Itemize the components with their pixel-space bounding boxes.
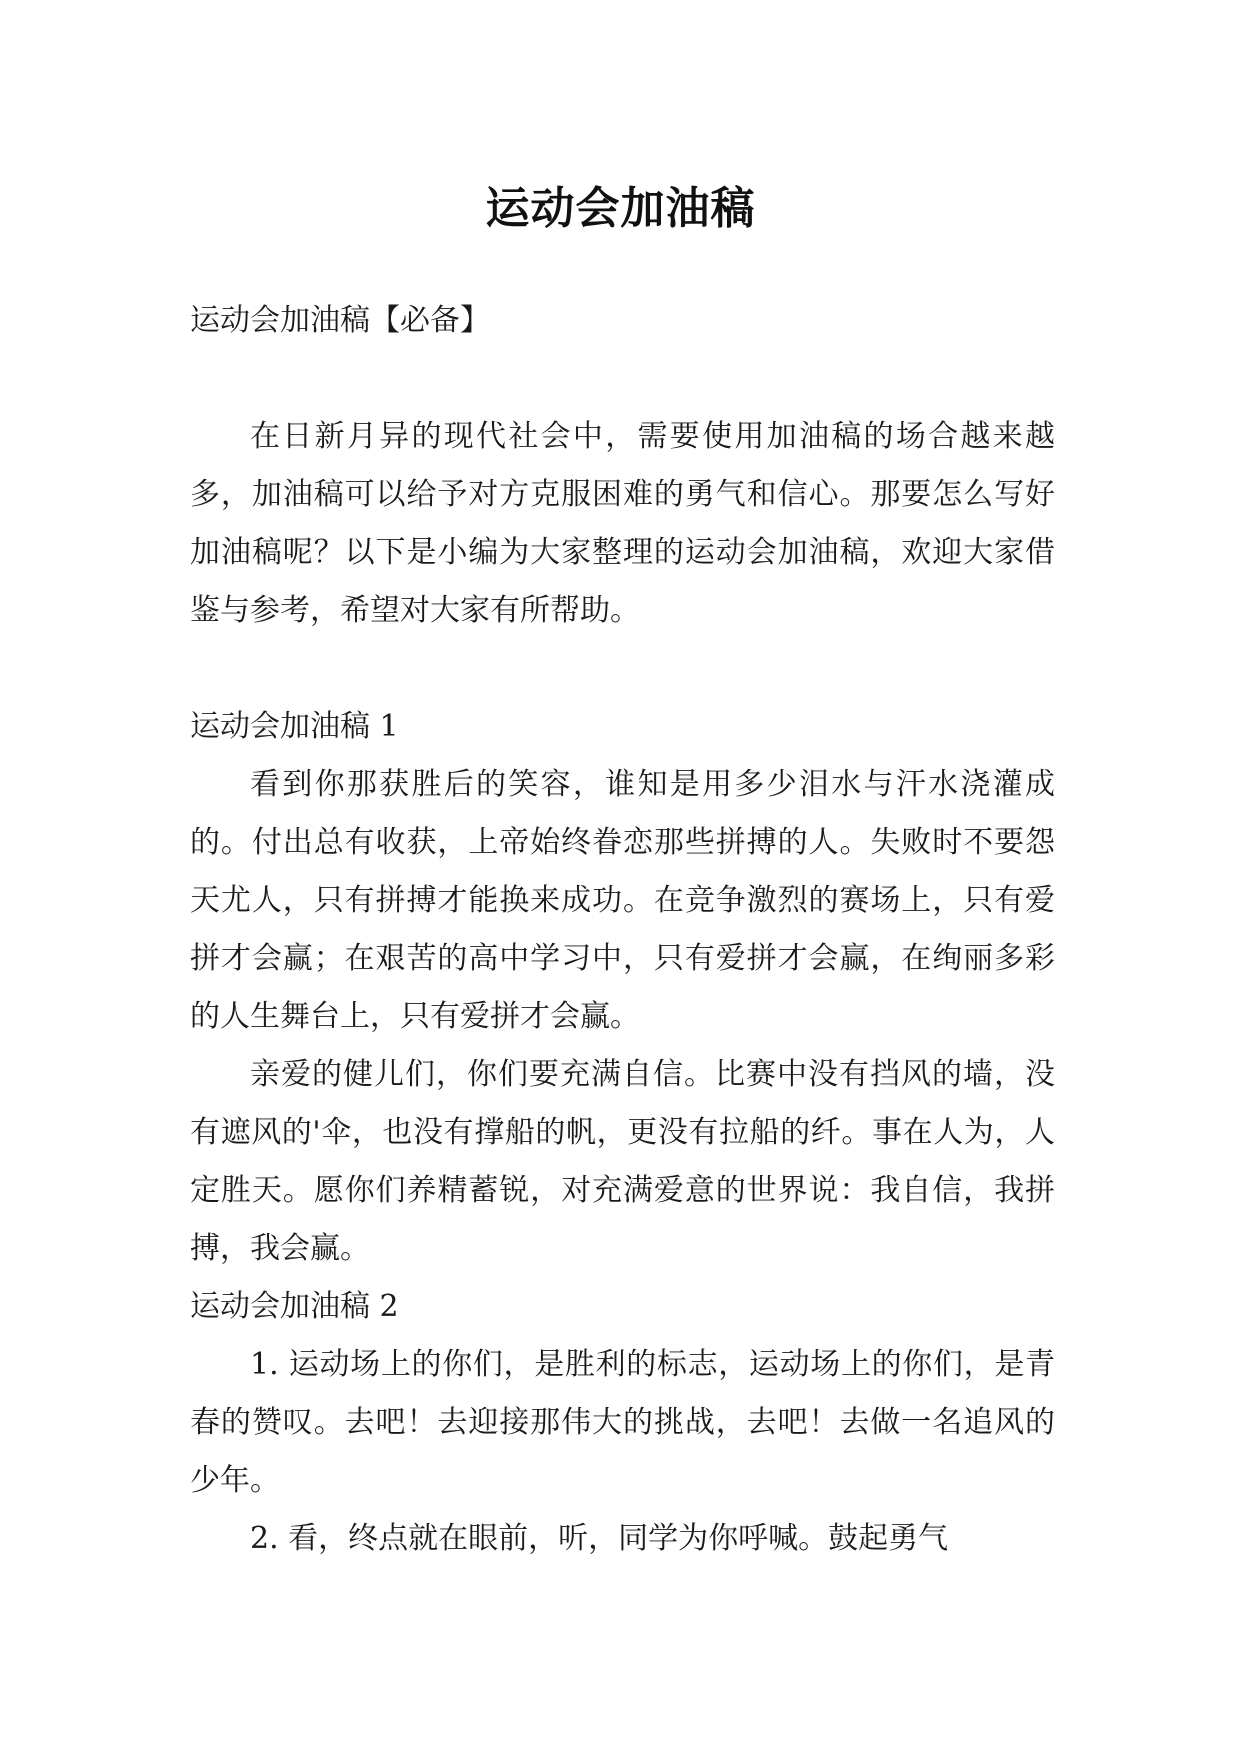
section-heading-2: 运动会加油稿 2 (190, 1289, 399, 1324)
section1-paragraph: 看到你那获胜后的笑容，谁知是用多少泪水与汗水浇灌成的。付出总有收获，上帝始终眷恋那些拼搏的人。失败时不要怨天尤人，只有拼搏才能换来成功。在竞争激烈的赛场上，只有爱拼才会赢；在艰苦的高中学习中，只有爱拼才会赢，在绚丽多彩的人生舞台上，只有爱拼才会赢。 (190, 767, 1055, 1034)
document-title: 运动会加油稿 (485, 183, 756, 235)
section2-paragraph: 1. 运动场上的你们，是胜利的标志，运动场上的你们，是青春的赞叹。去吧！去迎接那伟大的挑战，去吧！去做一名追风的少年。 (190, 1347, 1055, 1498)
document-subtitle: 运动会加油稿【必备】 (190, 303, 490, 338)
section-heading-1: 运动会加油稿 1 (190, 709, 399, 744)
section2-paragraph: 2. 看，终点就在眼前，听，同学为你呼喊。鼓起勇气 (250, 1521, 949, 1556)
document-body (190, 292, 1055, 1568)
intro-paragraph: 在日新月异的现代社会中，需要使用加油稿的场合越来越多，加油稿可以给予对方克服困难的勇气和信心。那要怎么写好加油稿呢？以下是小编为大家整理的运动会加油稿，欢迎大家借鉴与参考，希望对大家有所帮助。 (190, 419, 1055, 628)
section1-paragraph: 亲爱的健儿们，你们要充满自信。比赛中没有挡风的墙，没有遮风的'伞，也没有撑船的帆，更没有拉船的纤。事在人为，人定胜天。愿你们养精蓄锐，对充满爱意的世界说：我自信，我拼搏，我会赢。 (190, 1057, 1055, 1266)
